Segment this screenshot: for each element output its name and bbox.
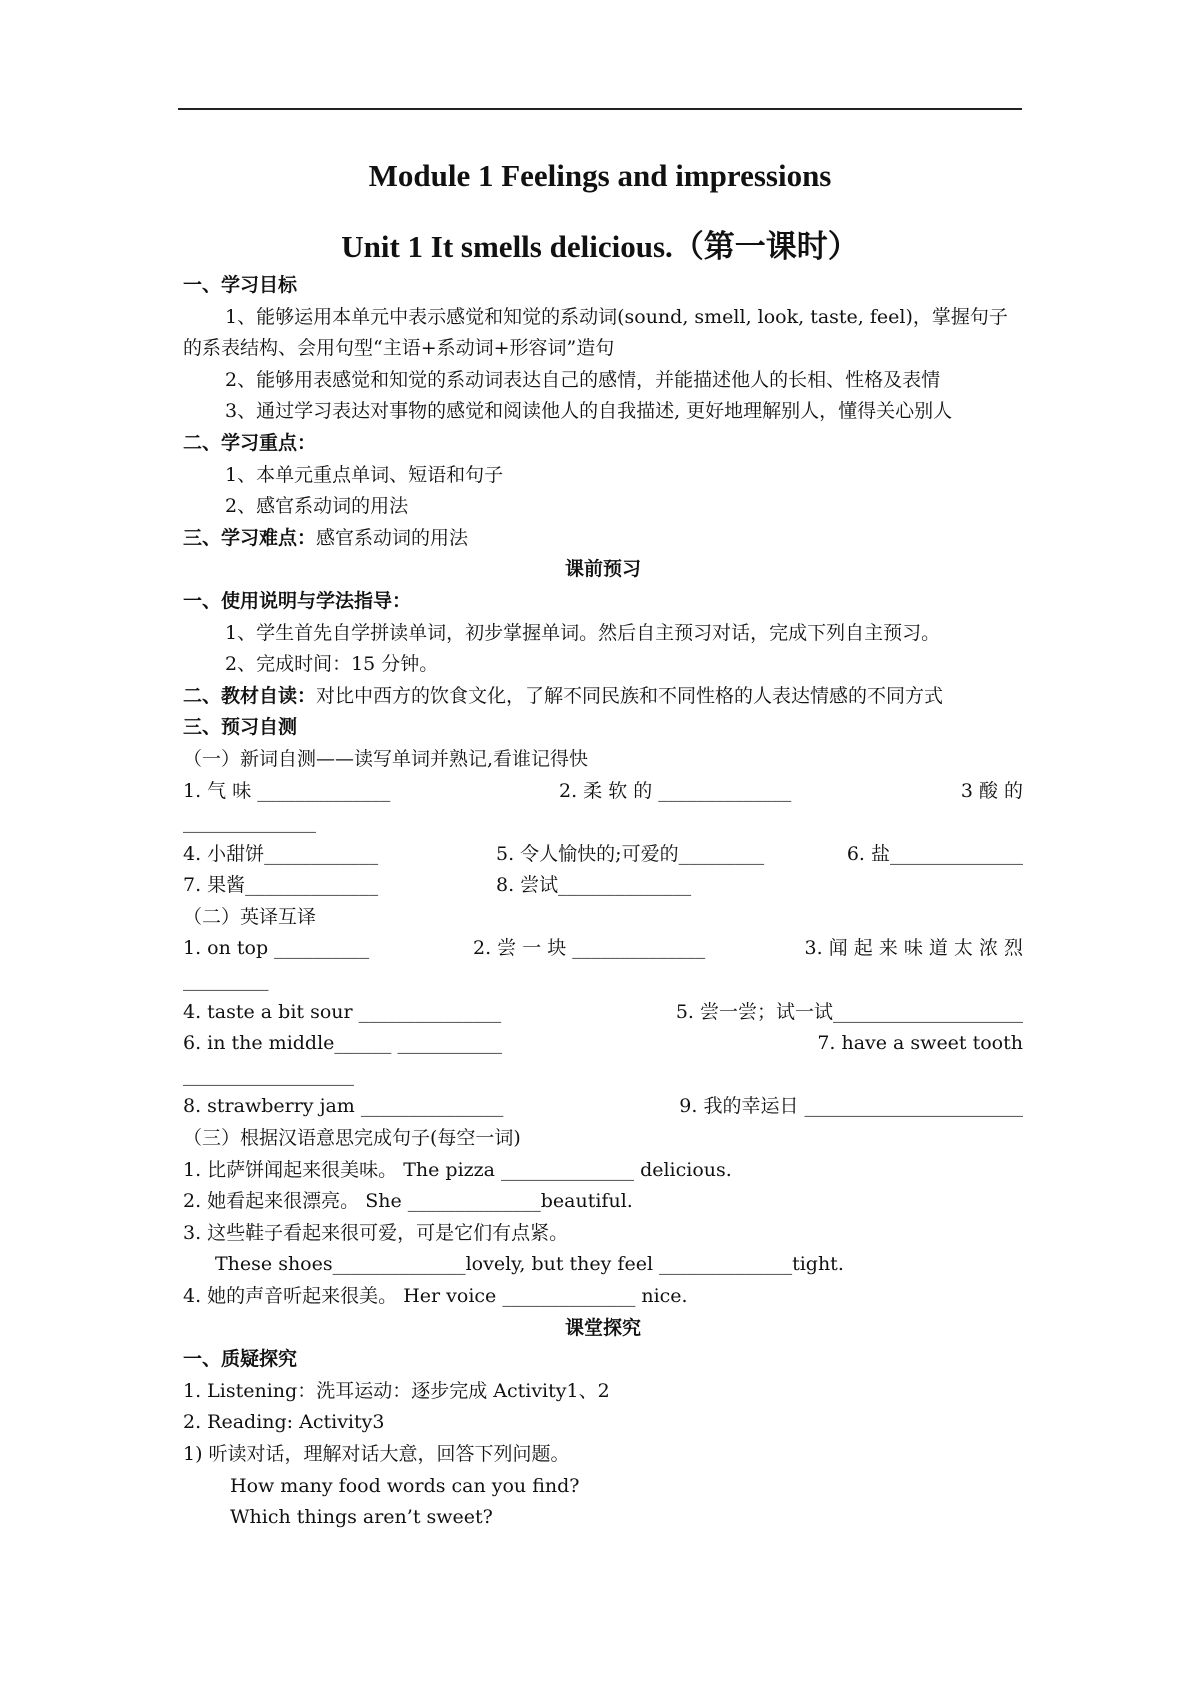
part1-item-7: 7. 果酱______________ bbox=[183, 874, 379, 897]
test-heading: 三、预习自测 bbox=[183, 716, 298, 739]
part2-item-5: 5. 尝一尝；试一试____________________ bbox=[675, 1000, 1023, 1023]
usage-heading: 一、使用说明与学法指导： bbox=[183, 589, 412, 612]
unit-title: Unit 1 It smells delicious.（第一课时） bbox=[341, 229, 859, 264]
part2-row-3 bbox=[183, 1028, 1023, 1060]
part2-heading: （二）英译互译 bbox=[183, 905, 317, 928]
part2-item-7: 7. have a sweet tooth bbox=[817, 1032, 1023, 1055]
worksheet-body bbox=[183, 270, 1023, 1534]
part1-item-1: 1. 气 味 ______________ bbox=[183, 779, 391, 802]
part1-item-5: 5. 令人愉快的;可爱的_________ bbox=[496, 842, 765, 865]
part1-heading: （一）新词自测——读写单词并熟记,看谁记得快 bbox=[183, 747, 589, 770]
difficulty-text: 感官系动词的用法 bbox=[316, 526, 469, 549]
part1-row-3 bbox=[183, 870, 1023, 902]
header-rule bbox=[178, 108, 1022, 110]
objective-3: 3、通过学习表达对事物的感觉和阅读他人的自我描述, 更好地理解别人，懂得关心别人 bbox=[225, 400, 953, 423]
difficulty-heading: 三、学习难点： bbox=[183, 526, 317, 549]
part1-item-4: 4. 小甜饼____________ bbox=[183, 842, 379, 865]
selfread-text: 对比中西方的饮食文化，了解不同民族和不同性格的人表达情感的不同方式 bbox=[316, 684, 944, 707]
part1-row-2 bbox=[183, 839, 1023, 871]
part2-item-9: 9. 我的幸运日 _______________________ bbox=[679, 1095, 1023, 1118]
part2-row-1-wrap: _________ bbox=[183, 969, 269, 992]
part3-sentence-2: 2. 她看起来很漂亮。 She ______________beautiful. bbox=[183, 1190, 633, 1213]
selfread-heading: 二、教材自读： bbox=[183, 684, 317, 707]
usage-item-1: 1、学生首先自学拼读单词，初步掌握单词。然后自主预习对话，完成下列自主预习。 bbox=[225, 621, 941, 644]
objective-1-line2: 的系表结构、会用句型“主语+系动词+形容词”造句 bbox=[183, 337, 615, 360]
part1-item-3: 3 酸 的 bbox=[960, 779, 1023, 802]
part2-item-6: 6. in the middle______ ___________ bbox=[183, 1032, 502, 1055]
difficulty-line bbox=[183, 523, 1023, 555]
part2-item-8: 8. strawberry jam _______________ bbox=[183, 1095, 504, 1118]
inquiry-heading: 一、质疑探究 bbox=[183, 1348, 298, 1371]
objective-2: 2、能够用表感觉和知觉的系动词表达自己的感情，并能描述他人的长相、性格及表情 bbox=[225, 368, 941, 391]
usage-item-2: 2、完成时间：15 分钟。 bbox=[225, 653, 439, 676]
part2-item-1: 1. on top __________ bbox=[183, 937, 370, 960]
classroom-item-2: 2. Reading: Activity3 bbox=[183, 1411, 385, 1434]
keypoint-2: 2、感官系动词的用法 bbox=[225, 495, 409, 518]
preview-heading: 课前预习 bbox=[564, 558, 641, 581]
part3-heading: （三）根据汉语意思完成句子(每空一词) bbox=[183, 1127, 521, 1150]
part1-row-1-wrap: ______________ bbox=[183, 811, 316, 834]
part3-sentence-3: 3. 这些鞋子看起来很可爱，可是它们有点紧。 bbox=[183, 1221, 569, 1244]
keypoints-heading: 二、学习重点： bbox=[183, 431, 317, 454]
module-title: Module 1 Feelings and impressions bbox=[368, 158, 832, 193]
objective-1-line1: 1、能够运用本单元中表示感觉和知觉的系动词(sound, smell, look, taste, feel)，掌握句子 bbox=[225, 305, 1008, 328]
part3-sentence-4: 4. 她的声音听起来很美。 Her voice ______________ nice. bbox=[183, 1285, 688, 1307]
objectives-heading: 一、学习目标 bbox=[183, 274, 298, 296]
part2-item-4: 4. taste a bit sour _______________ bbox=[183, 1000, 502, 1023]
classroom-item-3: 1) 听读对话，理解对话大意，回答下列问题。 bbox=[183, 1442, 570, 1465]
part2-item-2: 2. 尝 一 块 ______________ bbox=[473, 937, 706, 960]
keypoint-1: 1、本单元重点单词、短语和句子 bbox=[225, 463, 504, 486]
part2-row-3-wrap: __________________ bbox=[183, 1063, 354, 1086]
part1-item-6: 6. 盐______________ bbox=[846, 842, 1023, 865]
part1-item-2: 2. 柔 软 的 ______________ bbox=[559, 779, 792, 802]
part1-row-1 bbox=[183, 776, 1023, 808]
selfread-line bbox=[183, 681, 1023, 713]
part2-row-2 bbox=[183, 997, 1023, 1029]
question-1: How many food words can you find? bbox=[230, 1474, 580, 1497]
part2-row-1 bbox=[183, 933, 1023, 965]
question-2: Which things aren’t sweet? bbox=[230, 1506, 493, 1529]
part2-item-3: 3. 闻 起 来 味 道 太 浓 烈 bbox=[804, 937, 1023, 960]
part1-item-8: 8. 尝试______________ bbox=[496, 874, 692, 897]
part2-row-4 bbox=[183, 1091, 1023, 1123]
classroom-heading: 课堂探究 bbox=[564, 1316, 641, 1339]
classroom-item-1: 1. Listening：洗耳运动：逐步完成 Activity1、2 bbox=[183, 1379, 610, 1402]
part3-sentence-3-answer: These shoes______________lovely, but they feel ______________tight. bbox=[215, 1253, 844, 1276]
part3-sentence-1: 1. 比萨饼闻起来很美味。 The pizza ______________ delicious. bbox=[183, 1158, 732, 1181]
